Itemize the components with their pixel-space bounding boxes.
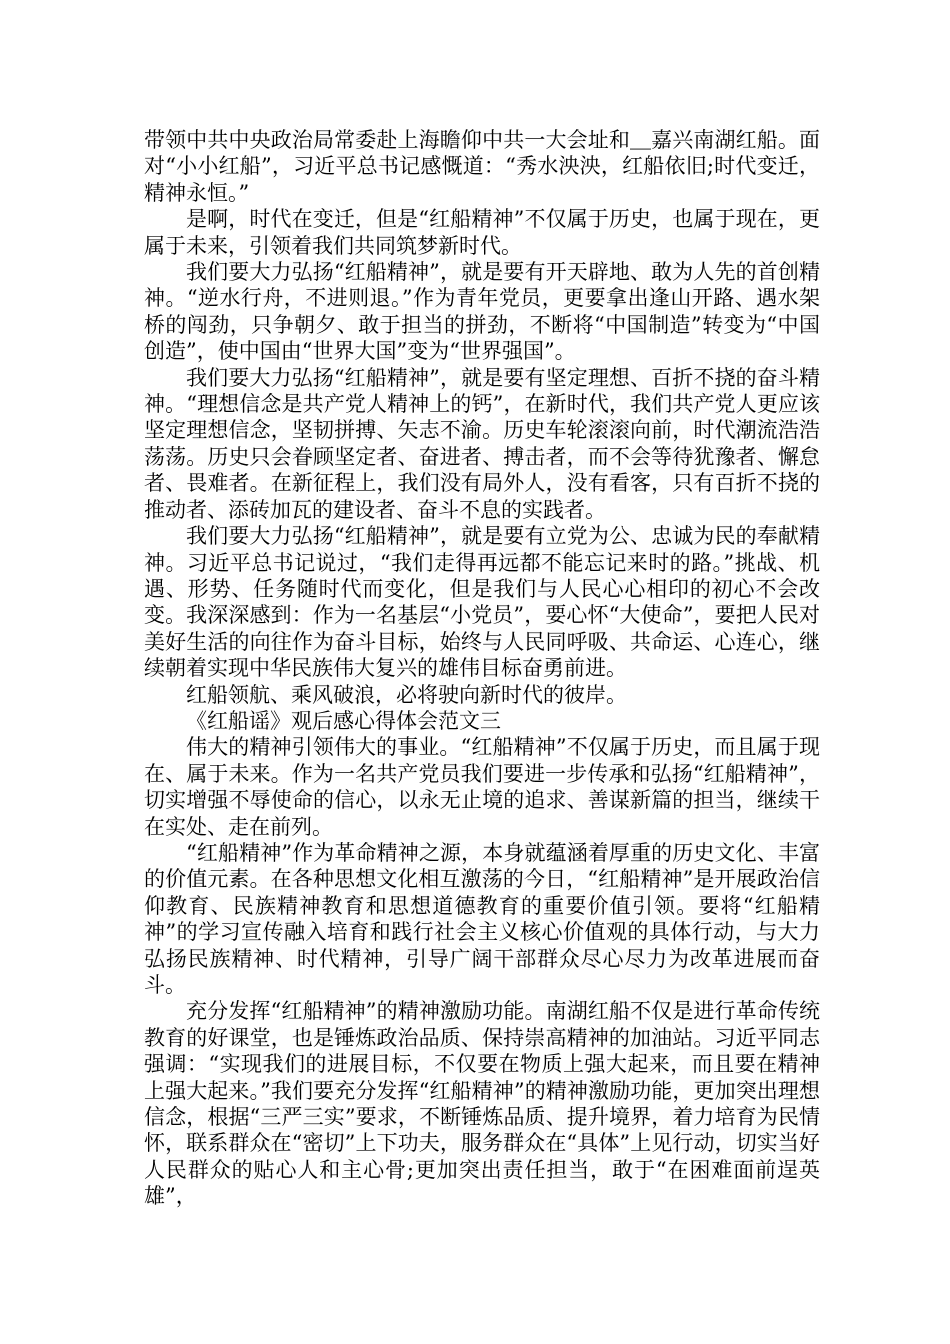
paragraph-5: 我们要大力弘扬“红船精神”，就是要有立党为公、忠诚为民的奉献精神。习近平总书记说过，“我们走得再远都不能忘记来时的路。”挑战、机遇、形势、任务随时代而变化，但是我们与人民心心相印的初心不会改变。我深深感到：作为一名基层“小党员”，要心怀“大使命”，要把人民对美好生活的向往作为奋斗目标，始终与人民同呼吸、共命运、心连心，继续朝着实现中华民族伟大复兴的雄伟目标奋勇前进。 [144, 524, 820, 681]
section-heading: 《红船谣》观后感心得体会范文三 [186, 708, 501, 733]
paragraph-8: 伟大的精神引领伟大的事业。“红船精神”不仅属于历史，而且属于现在、属于未来。作为一名共产党员我们要进一步传承和弘扬“红船精神”，切实增强不辱使命的信心，以永无止境的追求、善谋新篇的担当，继续干在实处、走在前列。 [144, 735, 820, 839]
paragraph-2: 是啊，时代在变迁，但是“红船精神”不仅属于历史，也属于现在，更属于未来，引领着我们共同筑梦新时代。 [144, 207, 820, 258]
paragraph-9: “红船精神”作为革命精神之源，本身就蕴涵着厚重的历史文化、丰富的价值元素。在各种思想文化相互激荡的今日，“红船精神”是开展政治信仰教育、民族精神教育和思想道德教育的重要价值引领。要将“红船精神”的学习宣传融入培育和践行社会主义核心价值观的具体行动，与大力弘扬民族精神、时代精神，引导广阔干部群众尽心尽力为改革进展而奋斗。 [144, 840, 820, 997]
paragraph-10: 充分发挥“红船精神”的精神激励功能。南湖红船不仅是进行革命传统教育的好课堂，也是锤炼政治品质、保持崇高精神的加油站。习近平同志强调：“实现我们的进展目标，不仅要在物质上强大起来，而且要在精神上强大起来。”我们要充分发挥“红船精神”的精神激励功能，更加突出理想信念，根据“三严三实”要求，不断锤炼品质、提升境界，着力培育为民情怀，联系群众在“密切”上下功夫，服务群众在“具体”上见行动，切实当好人民群众的贴心人和主心骨;更加突出责任担当，敢于“在困难面前逞英雄”， [144, 999, 820, 1209]
paragraph-6: 红船领航、乘风破浪，必将驶向新时代的彼岸。 [186, 682, 627, 707]
paragraph-1: 带领中共中央政治局常委赴上海瞻仰中共一大会址和＿嘉兴南湖红船。面对“小小红船”，习近平总书记感慨道：“秀水泱泱，红船依旧;时代变迁，精神永恒。” [144, 128, 820, 205]
document-body [144, 127, 820, 1210]
paragraph-3: 我们要大力弘扬“红船精神”，就是要有开天辟地、敢为人先的首创精神。“逆水行舟，不进则退。”作为青年党员，更要拿出逢山开路、遇水架桥的闯劲，只争朝夕、敢于担当的拼劲，不断将“中国制造”转变为“中国创造”，使中国由“世界大国”变为“世界强国”。 [144, 260, 820, 364]
paragraph-4: 我们要大力弘扬“红船精神”，就是要有坚定理想、百折不挠的奋斗精神。“理想信念是共产党人精神上的钙”，在新时代，我们共产党人更应该坚定理想信念，坚韧拼搏、矢志不渝。历史车轮滚滚向前，时代潮流浩浩荡荡。历史只会眷顾坚定者、奋进者、搏击者，而不会等待犹豫者、懈怠者、畏难者。在新征程上，我们没有局外人，没有看客，只有百折不挠的推动者、添砖加瓦的建设者、奋斗不息的实践者。 [144, 365, 820, 522]
